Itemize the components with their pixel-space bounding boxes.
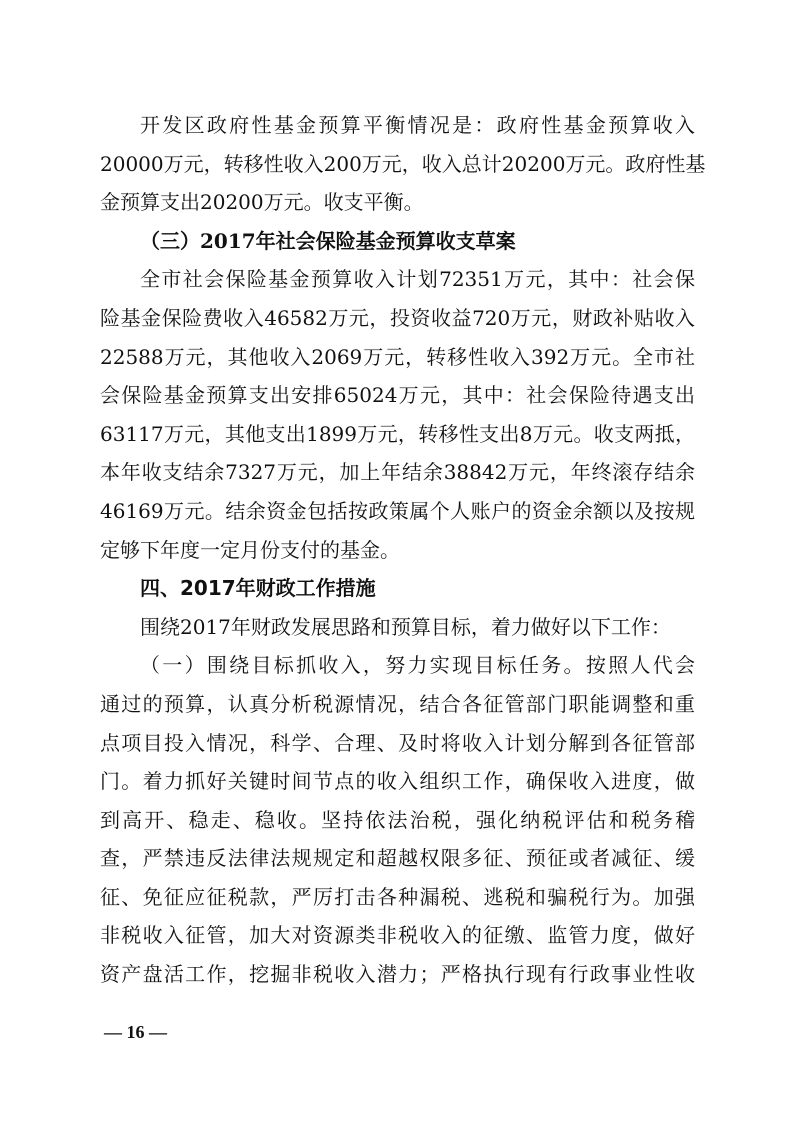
text-line: 查，严禁违反法律法规规定和超越权限多征、预征或者减征、缓	[100, 846, 695, 871]
text-line: 到高开、稳走、稳收。坚持依法治税，强化纳税评估和税务稽	[100, 807, 695, 832]
text-line: 金预算支出20200万元。收支平衡。	[100, 190, 424, 215]
chapter-heading: 四、2017年财政工作措施	[140, 576, 376, 601]
text-line: 通过的预算，认真分析税源情况，结合各征管部门职能调整和重	[100, 691, 695, 716]
text-line: 46169万元。结余资金包括按政策属个人账户的资金余额以及按规	[100, 498, 695, 523]
text-line: 63117万元，其他支出1899万元，转移性支出8万元。收支两抵，	[100, 421, 695, 446]
body-text	[100, 106, 706, 994]
text-line: 全市社会保险基金预算收入计划72351万元，其中：社会保	[140, 267, 695, 292]
text-line: 22588万元，其他收入2069万元，转移性收入392万元。全市社	[100, 344, 695, 369]
text-line: 非税收入征管，加大对资源类非税收入的征缴、监管力度，做好	[100, 923, 695, 948]
text-line: 门。着力抓好关键时间节点的收入组织工作，确保收入进度，做	[100, 769, 695, 794]
text-line: 会保险基金预算支出安排65024万元，其中：社会保险待遇支出	[100, 383, 695, 408]
text-line: 定够下年度一定月份支付的基金。	[100, 537, 400, 562]
text-line: 征、免征应征税款，严厉打击各种漏税、逃税和骗税行为。加强	[100, 884, 695, 909]
page-number: — 16 —	[104, 1022, 167, 1042]
text-line: 本年收支结余7327万元，加上年结余38842万元，年终滚存结余	[100, 460, 695, 485]
text-line: 险基金保险费收入46582万元，投资收益720万元，财政补贴收入	[100, 305, 695, 330]
text-line: 开发区政府性基金预算平衡情况是：政府性基金预算收入	[140, 113, 695, 137]
section-heading: （三）2017年社会保险基金预算收支草案	[140, 228, 516, 253]
text-line: （一）围绕目标抓收入，努力实现目标任务。按照人代会	[140, 653, 695, 678]
text-line: 资产盘活工作，挖掘非税收入潜力；严格执行现有行政事业性收	[100, 962, 695, 987]
text-line: 20000万元，转移性收入200万元，收入总计20200万元。政府性基	[100, 151, 706, 176]
text-line: 点项目投入情况，科学、合理、及时将收入计划分解到各征管部	[100, 730, 695, 755]
text-line: 围绕2017年财政发展思路和预算目标，着力做好以下工作：	[140, 614, 671, 639]
